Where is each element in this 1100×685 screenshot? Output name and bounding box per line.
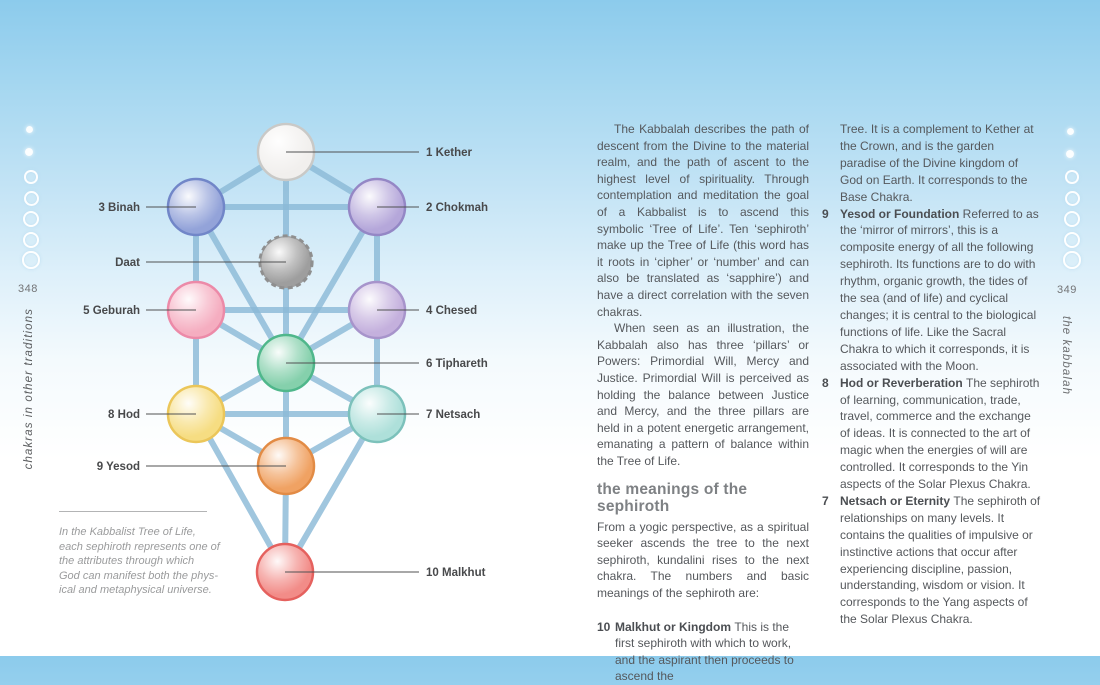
sephiroth-list-item [822,375,1041,493]
caption-line: the attributes through which [59,555,195,568]
caption-line: God can manifest both the phys- [59,569,218,582]
caption-line: each sephiroth represents one of [59,540,220,553]
body-column-2 [822,121,1041,628]
bubble-dot [1065,170,1079,184]
caption-rule [59,511,207,512]
chapter-sidebar-left: chakras in other traditions [23,308,35,470]
figure-caption [59,511,234,598]
list-item-number: 8 [822,375,829,390]
caption-line: In the Kabbalist Tree of Life, [59,526,196,538]
node-label-geburah: 5 Geburah [83,305,140,317]
caption-line: ical and metaphysical universe. [59,584,212,597]
sephiroth-list-item [822,493,1041,628]
bubble-dot [1064,232,1081,249]
sephiroth-list-item [597,619,809,685]
page-number-left: 348 [18,283,38,295]
paragraph: When seen as an illustration, the Kabbalah also has three ‘pillars’ or Powers: Primordial Will, Mercy and Justice. Primordial Will is perceived as holding the balance between Justice and Mercy, and the three pillars are held in a potent energetic arrangement, emanating a pattern of balance within the Tree of Life. [597,321,809,468]
paragraph: From a yogic perspective, as a spiritual seeker ascends the tree to the next sephiroth, kundalini rises to the next chakra. The numbers and basic meanings of the sephiroth are: [597,519,809,601]
body-column-1 [597,121,809,685]
bubble-dot [1066,150,1074,158]
node-label-hod: 8 Hod [108,409,140,421]
node-label-malkhut: 10 Malkhut [426,567,486,579]
sephiroth-list-item [822,206,1041,375]
bubble-dot [1067,128,1074,135]
paragraph-continuation: Tree. It is a complement to Kether at the Crown, and is the garden paradise of the Divine kingdom of God on Earth. It corresponds to the Base Chakra. [840,122,1034,204]
list-item-number: 9 [822,206,829,221]
list-item-text: Hod or Reverberation The sephiroth of learning, communication, trade, travel, commerce and the exchange of ideas. It is connected to the art of magic when the energies of will are controlled. It corresponds to the Yin aspects of the Solar Plexus Chakra. [840,375,1040,492]
node-label-binah: 3 Binah [98,202,140,214]
bubble-dot [1064,211,1080,227]
node-label-daat: Daat [115,257,140,269]
node-label-kether: 1 Kether [426,147,473,159]
page-number-right: 349 [1057,284,1077,296]
section-heading: the meanings of the sephiroth [597,481,748,516]
list-item-number: 10 [597,619,611,634]
node-label-yesod: 9 Yesod [96,461,140,473]
bubble-dot [1063,251,1081,269]
node-label-tiphareth: 6 Tiphareth [426,358,488,370]
list-item-number: 7 [822,493,829,508]
list-item-text: Malkhut or Kingdom This is the first sephiroth with which to work, and the aspirant then proceeds to ascend the [615,619,794,684]
list-item-text: Netsach or Eternity The sephiroth of relationships on many levels. It contains the qualities of impulsive or instinctive actions that occur after experiencing discipline, passion, understanding, wisdom or vision. It corresponds to the Yang aspects of the Solar Plexus Chakra. [840,493,1041,627]
list-item-text: Yesod or Foundation Referred to as the ‘mirror of mirrors’, this is a composite energy of all the following sephiroth. Its functions are to do with rhythm, organic growth, the tides of the sea (and of life) and cyclical changes; it is central to the biological functions of life. Like the Sacral Chakra to which it corresponds, it is associated with the Moon. [840,206,1039,373]
node-label-chokmah: 2 Chokmah [426,202,488,214]
bubble-dot [1065,191,1080,206]
chapter-sidebar-right: the kabbalah [1060,316,1072,396]
node-label-chesed: 4 Chesed [426,305,478,317]
node-label-netsach: 7 Netsach [426,409,481,421]
paragraph: The Kabbalah describes the path of descent from the Divine to the material realm, and the path of ascent to the highest level of spirituality. Through contemplation and meditation the goal of a Kabbalist is to ascend this symbolic ‘Tree of Life’. Ten ‘sephiroth’ make up the Tree of Life (this word has it roots in ‘cipher’ or ‘number’ and can also be translated as ‘sapphire’) and have a direct correlation with the seven chakras. [597,122,809,319]
